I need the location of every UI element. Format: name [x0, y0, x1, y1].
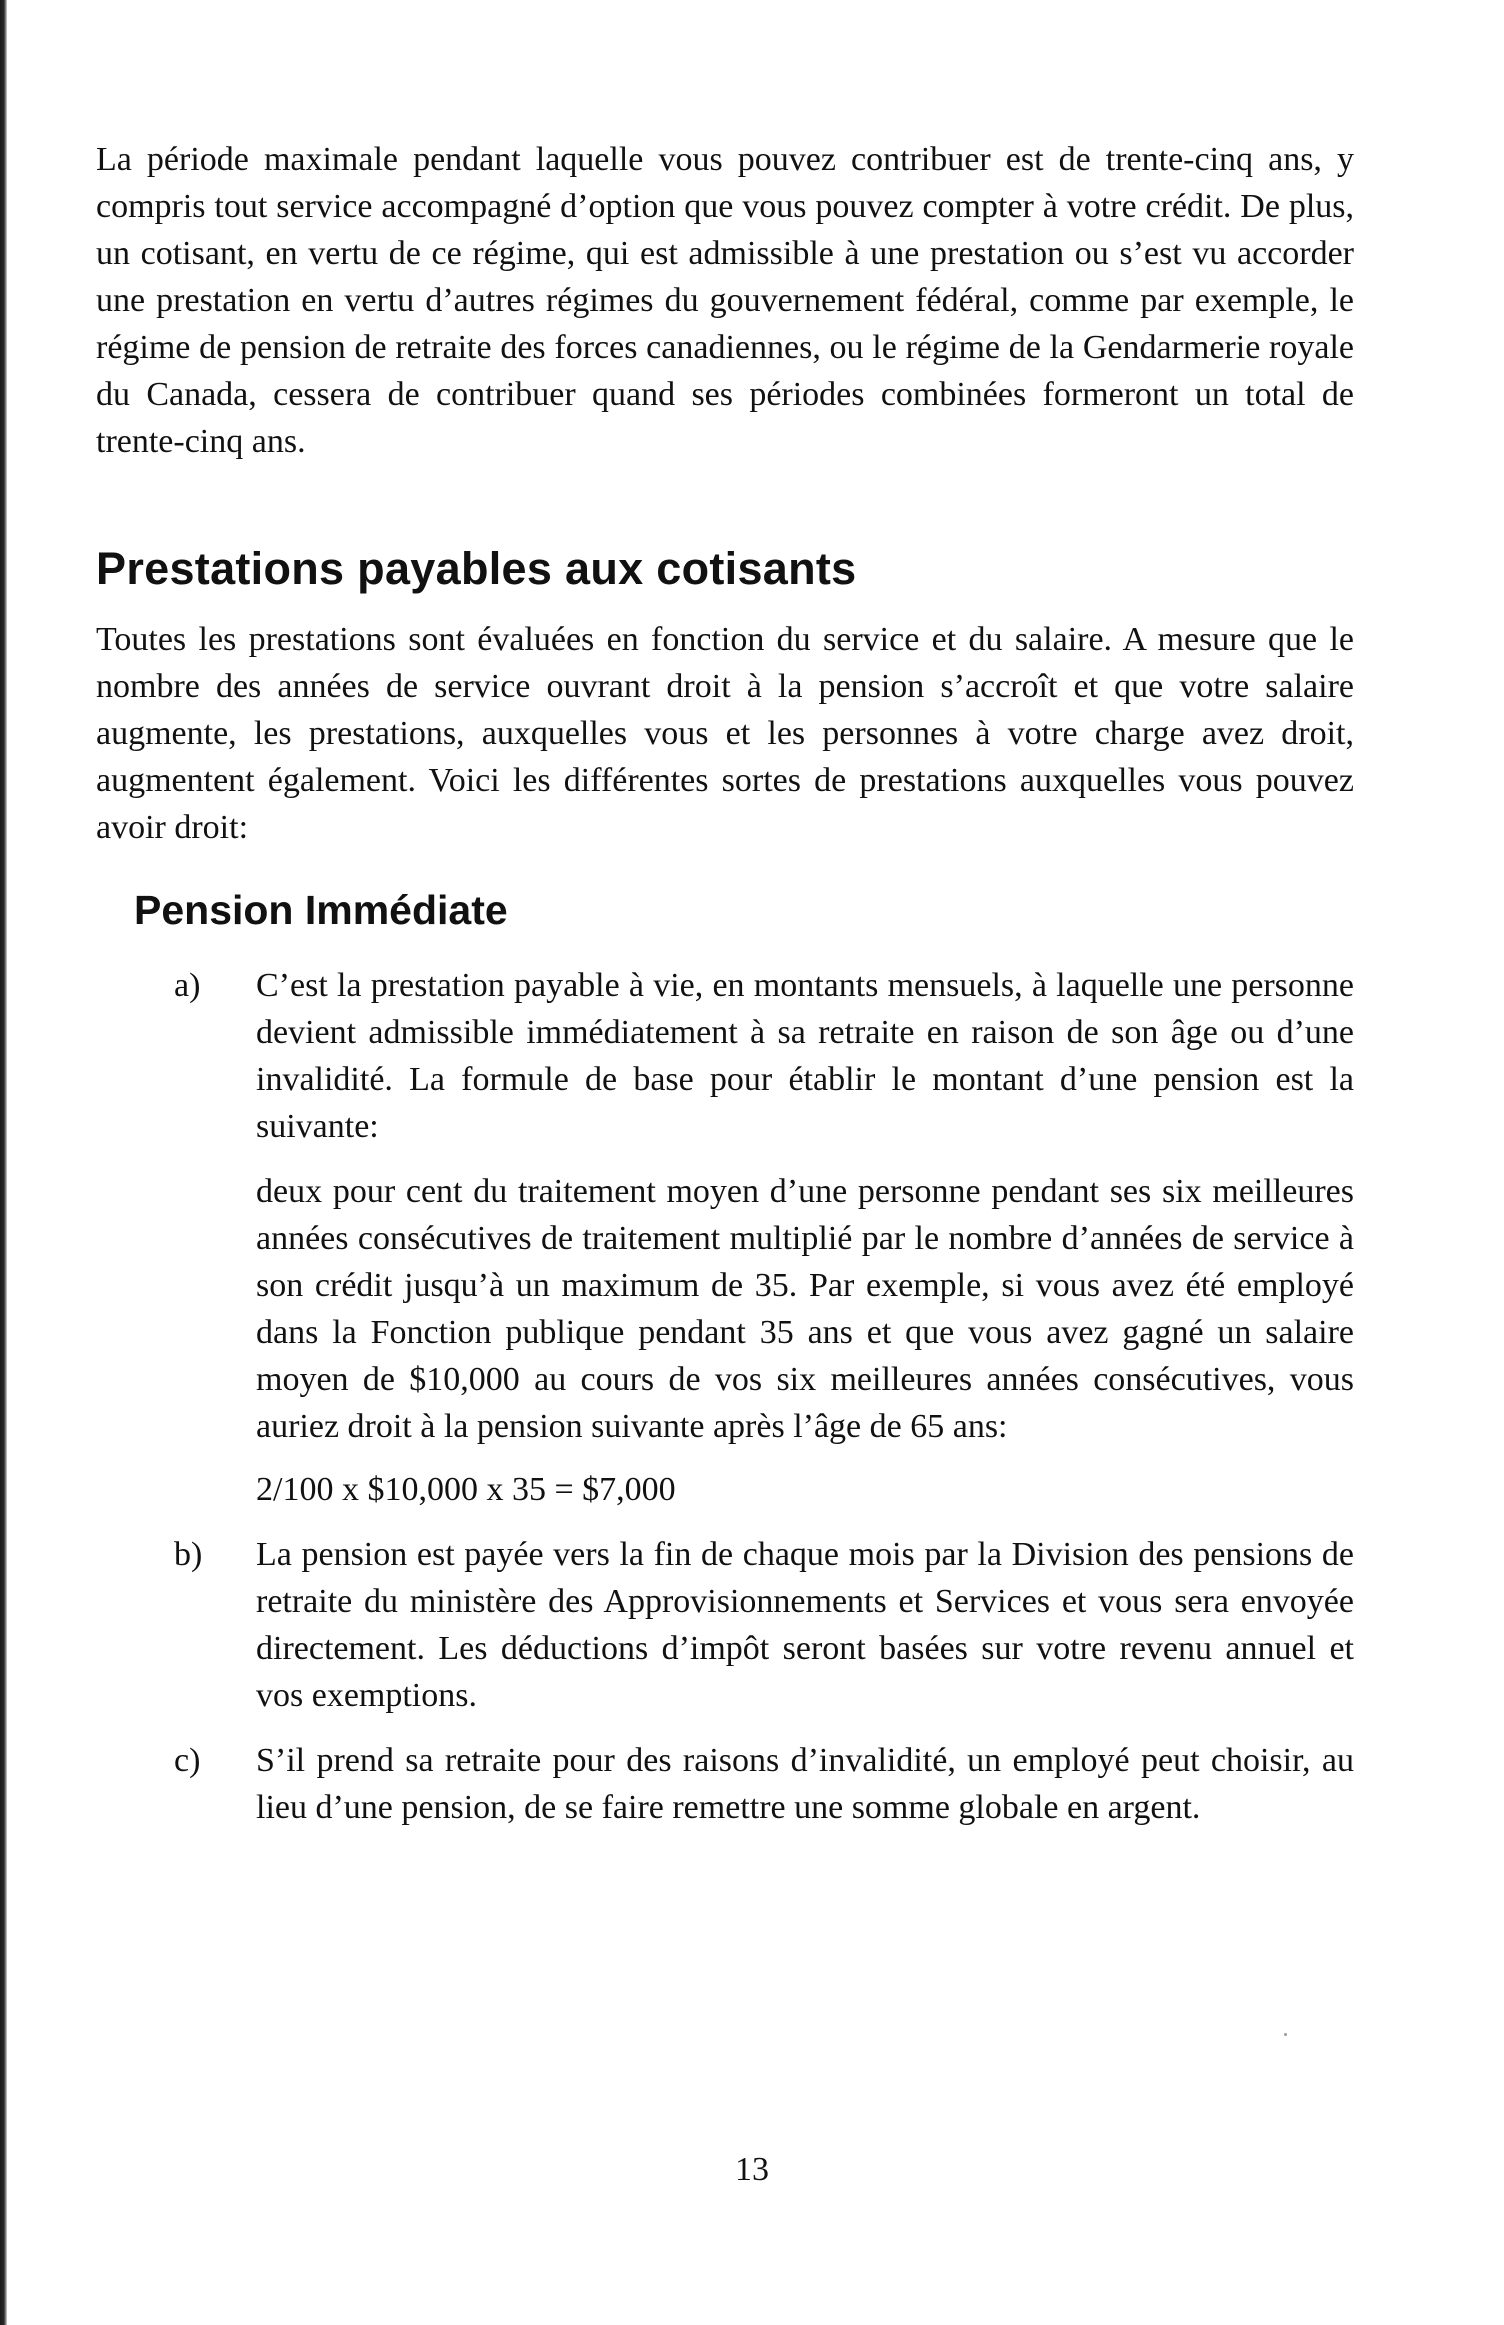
section-heading: Prestations payables aux cotisants [96, 543, 857, 594]
page-number: 13 [735, 2151, 769, 2188]
list-item-text: La pension est payée vers la fin de chaque mois par la Division des pensions de retraite du ministère des Approvisionnements et Services et vous sera envoyée directement. Les déductions d’impôt seront basées sur votre revenu annuel et vos exemptions. [256, 1536, 1354, 1714]
list-item-b [96, 1531, 1354, 1719]
list-item-text: C’est la prestation payable à vie, en montants mensuels, à laquelle une personne devient admissible immédiatement à sa retraite en raison de son âge ou d’une invalidité. La formule de base pour établir le montant d’une pension est la suivante: [256, 967, 1354, 1145]
subsection-heading: Pension Immédiate [134, 887, 508, 933]
pension-formula: 2/100 x $10,000 x 35 = $7,000 [256, 1471, 676, 1508]
page-body [96, 136, 1354, 1831]
benefit-list [96, 962, 1354, 1831]
intro-paragraph: La période maximale pendant laquelle vous pouvez contribuer est de trente-cinq ans, y compris tout service accompagné d’option que vous pouvez compter à votre crédit. De plus, un cotisant, en vertu de ce régime, qui est admissible à une prestation ou s’est vu accorder une prestation en vertu d’autres régimes du gouvernement fédéral, comme par exemple, le régime de pension de retraite des forces canadiennes, ou le régime de la Gendarmerie royale du Canada, cessera de contribuer quand ses périodes combinées formeront un total de trente-cinq ans. [96, 141, 1354, 460]
list-marker: b) [174, 1536, 203, 1573]
section-paragraph: Toutes les prestations sont évaluées en fonction du service et du salaire. A mesure que le nombre des années de service ouvrant droit à la pension s’accroît et que votre salaire augmente, les prestations, auxquelles vous et les personnes à votre charge avez droit, augmentent également. Voici les différentes sortes de prestations auxquelles vous pouvez avoir droit: [96, 621, 1354, 846]
list-item-c [96, 1737, 1354, 1831]
list-marker: c) [174, 1742, 201, 1779]
list-item-a [96, 962, 1354, 1513]
list-item-text: S’il prend sa retraite pour des raisons d’invalidité, un employé peut choisir, au lieu d’une pension, de se faire remettre une somme globale en argent. [256, 1742, 1354, 1826]
pension-formula-description: deux pour cent du traitement moyen d’une personne pendant ses six meilleures années consécutives de traitement multiplié par le nombre d’années de service à son crédit jusqu’à un maximum de 35. Par exemple, si vous avez été employé dans la Fonction publique pendant 35 ans et que vous avez gagné un salaire moyen de $10,000 au cours de vos six meilleures années consécutives, vous auriez droit à la pension suivante après l’âge de 65 ans: [256, 1173, 1354, 1445]
scan-speck [1284, 2033, 1287, 2036]
page-scan-edge [0, 0, 7, 2325]
list-marker: a) [174, 967, 201, 1004]
